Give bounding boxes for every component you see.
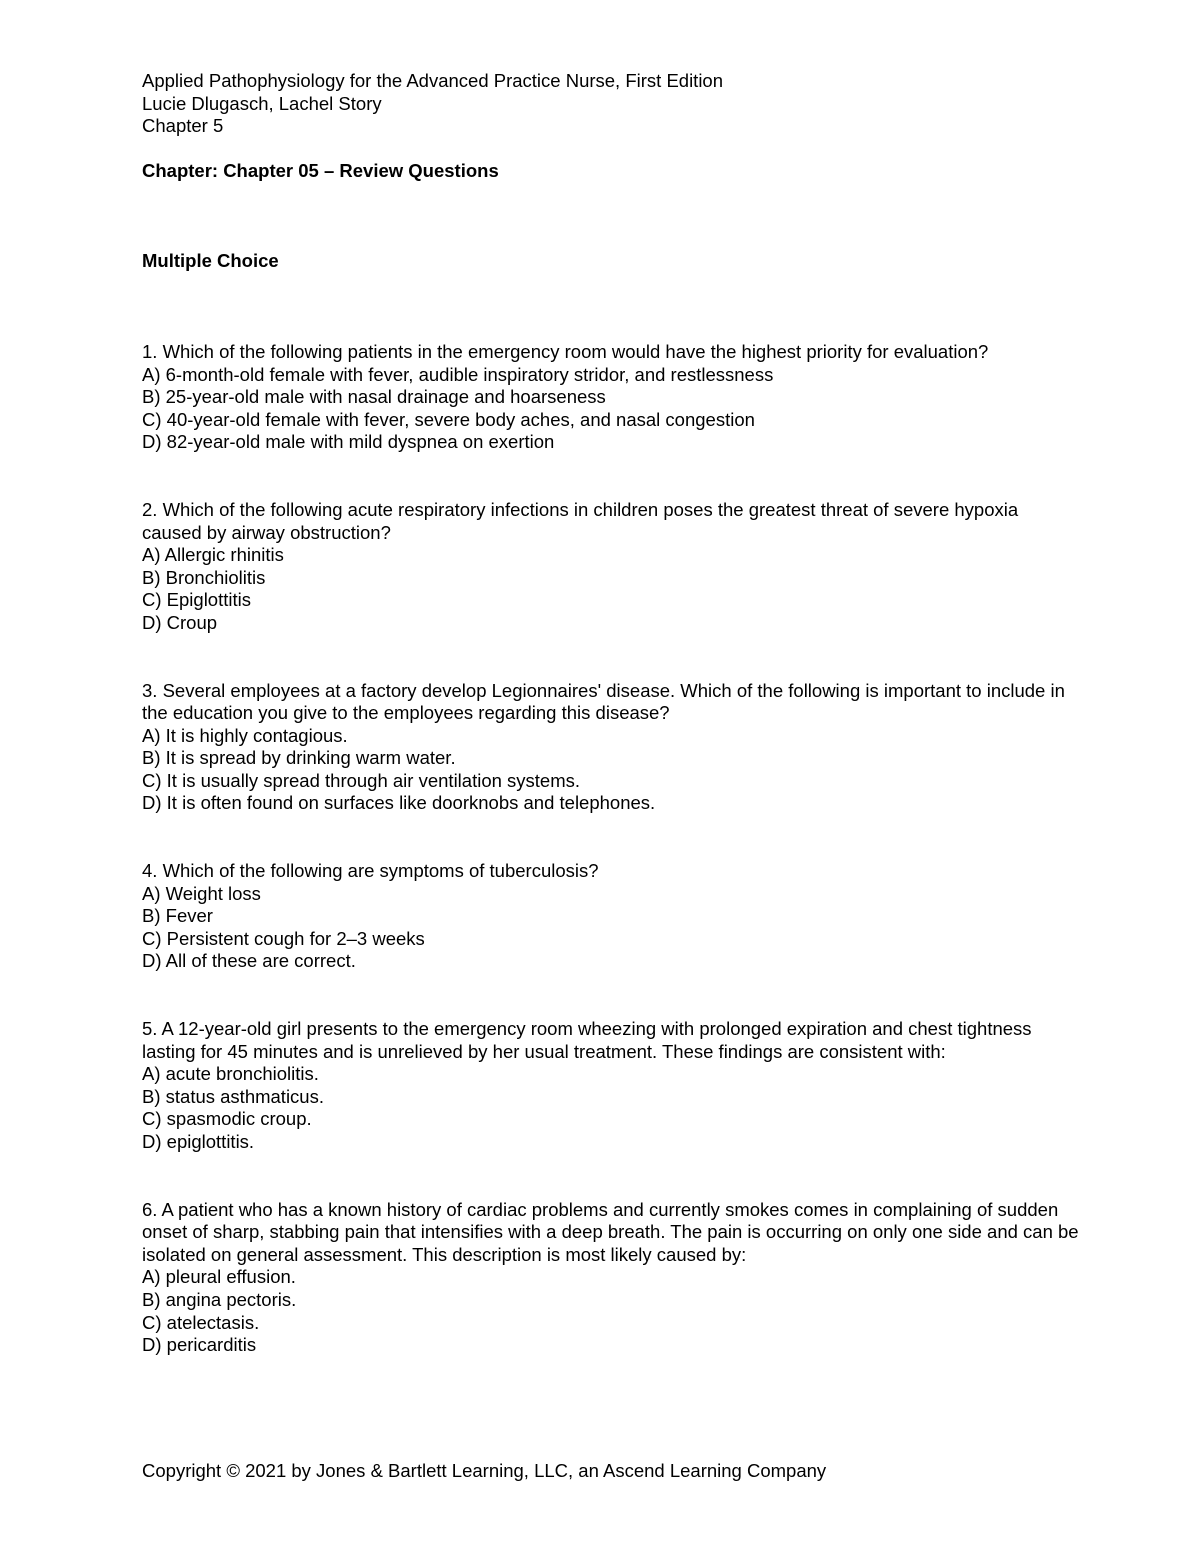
- answer-option-c: C) atelectasis.: [142, 1311, 260, 1333]
- question-6: [142, 1199, 1082, 1357]
- question-list: [142, 341, 1082, 1357]
- question-1: [142, 341, 1082, 454]
- answer-option-a: A) Allergic rhinitis: [142, 544, 284, 566]
- answer-option-a: A) Weight loss: [142, 882, 261, 904]
- question-5: [142, 1018, 1082, 1154]
- question-2: [142, 499, 1082, 635]
- answer-option-d: D) 82-year-old male with mild dyspnea on exertion: [142, 431, 555, 453]
- question-stem: 1. Which of the following patients in the emergency room would have the highest priority for evaluation?: [142, 340, 989, 362]
- answer-option-a: A) It is highly contagious.: [142, 724, 348, 746]
- book-title: Applied Pathophysiology for the Advanced Practice Nurse, First Edition: [142, 70, 724, 91]
- answer-option-b: B) It is spread by drinking warm water.: [142, 747, 456, 769]
- answer-option-a: A) acute bronchiolitis.: [142, 1063, 319, 1085]
- answer-option-c: C) Persistent cough for 2–3 weeks: [142, 927, 425, 949]
- question-stem: 5. A 12-year-old girl presents to the emergency room wheezing with prolonged expiration and chest tightness lasting for 45 minutes and is unrelieved by her usual treatment. These findings are consistent with:: [142, 1018, 1032, 1062]
- answer-option-a: A) pleural effusion.: [142, 1266, 296, 1288]
- answer-option-c: C) 40-year-old female with fever, severe body aches, and nasal congestion: [142, 408, 755, 430]
- section-heading: Multiple Choice: [142, 250, 279, 272]
- answer-option-b: B) status asthmaticus.: [142, 1085, 324, 1107]
- question-stem: 2. Which of the following acute respiratory infections in children poses the greatest threat of severe hypoxia caused by airway obstruction?: [142, 498, 1019, 543]
- answer-option-c: C) Epiglottitis: [142, 589, 251, 611]
- answer-option-b: B) 25-year-old male with nasal drainage and hoarseness: [142, 386, 606, 408]
- answer-option-d: D) It is often found on surfaces like doorknobs and telephones.: [142, 792, 656, 814]
- copyright-footer: Copyright © 2021 by Jones & Bartlett Learning, LLC, an Ascend Learning Company: [142, 1460, 827, 1481]
- answer-option-d: D) Croup: [142, 611, 218, 633]
- answer-option-b: B) Fever: [142, 905, 213, 927]
- answer-option-b: B) angina pectoris.: [142, 1288, 297, 1310]
- question-stem: 6. A patient who has a known history of cardiac problems and currently smokes comes in complaining of sudden onset of sharp, stabbing pain that intensifies with a deep breath. The pain is occurring on only one side and can be isolated on general assessment. This description is most likely caused by:: [142, 1198, 1079, 1265]
- question-stem: 4. Which of the following are symptoms of tuberculosis?: [142, 860, 599, 882]
- answer-option-c: C) It is usually spread through air ventilation systems.: [142, 769, 581, 791]
- answer-option-b: B) Bronchiolitis: [142, 566, 266, 588]
- chapter-heading: Chapter: Chapter 05 – Review Questions: [142, 159, 499, 181]
- document-page: [142, 70, 1082, 1402]
- answer-option-d: D) pericarditis: [142, 1334, 257, 1356]
- answer-option-d: D) epiglottitis.: [142, 1131, 255, 1152]
- document-header: [142, 70, 1082, 138]
- question-4: [142, 860, 1082, 973]
- answer-option-d: D) All of these are correct.: [142, 950, 356, 972]
- chapter-number: Chapter 5: [142, 115, 224, 137]
- question-3: [142, 680, 1082, 816]
- question-stem: 3. Several employees at a factory develop Legionnaires' disease. Which of the following is important to include in the education you give to the employees regarding this disease?: [142, 679, 1065, 724]
- authors: Lucie Dlugasch, Lachel Story: [142, 92, 382, 114]
- answer-option-a: A) 6-month-old female with fever, audible inspiratory stridor, and restlessness: [142, 363, 774, 385]
- answer-option-c: C) spasmodic croup.: [142, 1108, 312, 1130]
